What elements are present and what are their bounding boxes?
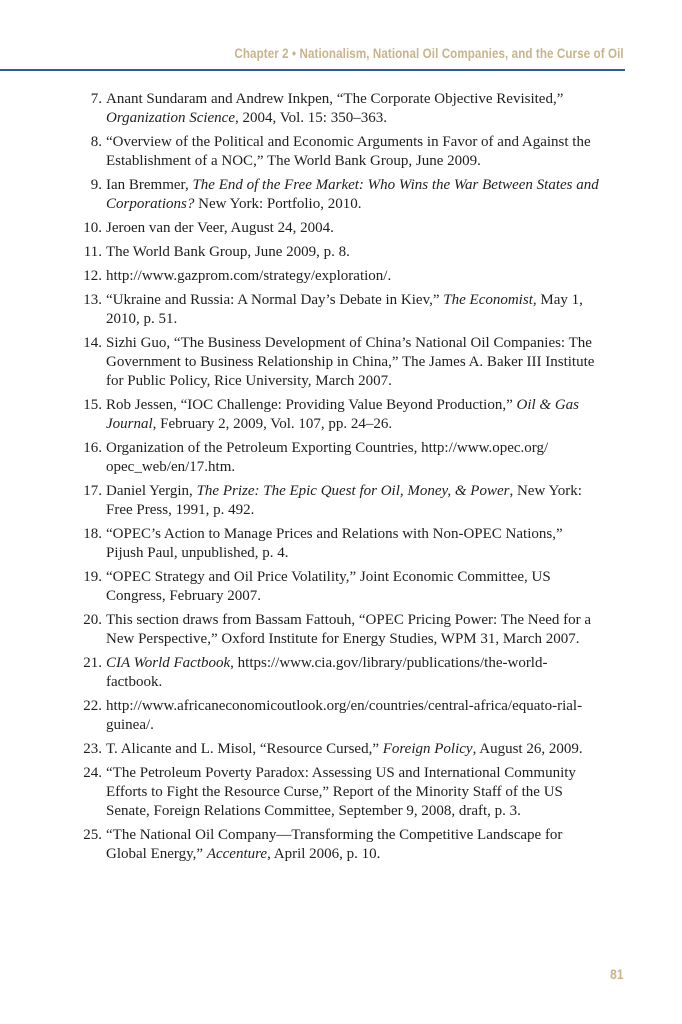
endnote-text: “The Petroleum Poverty Paradox: Assessing US and International Community Efforts to Fight the Resource Curse,” Report of the Minority Staff of the US Senate, Foreign Relations Committee, September 9, 2008, draft, p. 3. <box>106 765 576 819</box>
endnote-number: 20. <box>83 612 102 628</box>
endnote-number: 13. <box>83 292 102 308</box>
endnote-number: 18. <box>83 526 102 542</box>
endnote-item <box>75 133 600 171</box>
endnote-text: Sizhi Guo, “The Business Development of China’s National Oil Companies: The Government to Business Relationship in China,” The James A. Baker III Institute for Public Policy, Rice University, March 2007. <box>106 335 595 389</box>
endnote-text: Rob Jessen, “IOC Challenge: Providing Value Beyond Production,” Oil & Gas Journal, February 2, 2009, Vol. 107, pp. 24–26. <box>106 397 580 432</box>
endnotes-list <box>75 90 600 869</box>
endnote-item <box>75 219 600 238</box>
endnote-item <box>75 396 600 434</box>
endnote-item <box>75 764 600 821</box>
endnote-item <box>75 482 600 520</box>
endnote-item <box>75 697 600 735</box>
endnote-text: http://www.gazprom.com/strategy/exploration/. <box>106 268 392 284</box>
endnote-number: 19. <box>83 569 102 585</box>
endnote-item <box>75 740 600 759</box>
endnote-text: “OPEC’s Action to Manage Prices and Relations with Non-OPEC Nations,” Pijush Paul, unpublished, p. 4. <box>106 526 563 561</box>
endnote-item <box>75 334 600 391</box>
endnote-number: 15. <box>83 397 102 413</box>
endnote-number: 7. <box>90 91 102 107</box>
endnote-number: 16. <box>83 440 102 456</box>
endnote-text: The World Bank Group, June 2009, p. 8. <box>106 244 350 260</box>
endnote-number: 10. <box>83 220 102 236</box>
endnote-number: 14. <box>83 335 102 351</box>
endnote-text: CIA World Factbook, https://www.cia.gov/library/publications/the-world-factbook. <box>106 655 548 690</box>
endnote-number: 17. <box>83 483 102 499</box>
endnote-text: Organization of the Petroleum Exporting Countries, http://www.opec.org/ opec_web/en/17.htm. <box>106 440 549 475</box>
endnote-text: “Overview of the Political and Economic Arguments in Favor of and Against the Establishment of a NOC,” The World Bank Group, June 2009. <box>106 134 591 169</box>
endnote-number: 22. <box>83 698 102 714</box>
endnote-text: Daniel Yergin, The Prize: The Epic Quest for Oil, Money, & Power, New York: Free Press, 1991, p. 492. <box>106 483 582 518</box>
endnote-item <box>75 291 600 329</box>
header-rule <box>0 69 625 71</box>
endnote-text: T. Alicante and L. Misol, “Resource Cursed,” Foreign Policy, August 26, 2009. <box>106 741 583 757</box>
endnote-text: Anant Sundaram and Andrew Inkpen, “The Corporate Objective Revisited,” Organization Science, 2004, Vol. 15: 350–363. <box>106 91 564 126</box>
endnote-item <box>75 525 600 563</box>
endnote-number: 25. <box>83 827 102 843</box>
endnote-number: 8. <box>90 134 102 150</box>
endnote-number: 12. <box>83 268 102 284</box>
endnote-item <box>75 243 600 262</box>
endnote-item <box>75 267 600 286</box>
endnote-text: Ian Bremmer, The End of the Free Market: Who Wins the War Between States and Corporations? New York: Portfolio, 2010. <box>106 177 599 212</box>
endnote-item <box>75 654 600 692</box>
endnote-number: 21. <box>83 655 102 671</box>
endnote-item <box>75 568 600 606</box>
endnote-number: 23. <box>83 741 102 757</box>
endnote-item <box>75 90 600 128</box>
endnote-item <box>75 611 600 649</box>
running-head: Chapter 2 • Nationalism, National Oil Companies, and the Curse of Oil <box>234 46 624 61</box>
endnote-text: “The National Oil Company—Transforming the Competitive Landscape for Global Energy,” Accenture, April 2006, p. 10. <box>106 827 563 862</box>
endnote-text: “OPEC Strategy and Oil Price Volatility,” Joint Economic Committee, US Congress, February 2007. <box>106 569 551 604</box>
endnote-number: 11. <box>83 244 102 260</box>
page-number: 81 <box>610 966 624 982</box>
endnote-text: http://www.africaneconomicoutlook.org/en/countries/central-africa/equato-rial-guinea/. <box>106 698 583 733</box>
endnote-number: 24. <box>83 765 102 781</box>
endnote-number: 9. <box>90 177 102 193</box>
endnote-text: Jeroen van der Veer, August 24, 2004. <box>106 220 334 236</box>
endnote-item <box>75 176 600 214</box>
endnote-item <box>75 439 600 477</box>
endnote-text: “Ukraine and Russia: A Normal Day’s Debate in Kiev,” The Economist, May 1, 2010, p. 51. <box>106 292 583 327</box>
endnote-item <box>75 826 600 864</box>
endnote-text: This section draws from Bassam Fattouh, “OPEC Pricing Power: The Need for a New Perspective,” Oxford Institute for Energy Studies, WPM 31, March 2007. <box>106 612 592 647</box>
